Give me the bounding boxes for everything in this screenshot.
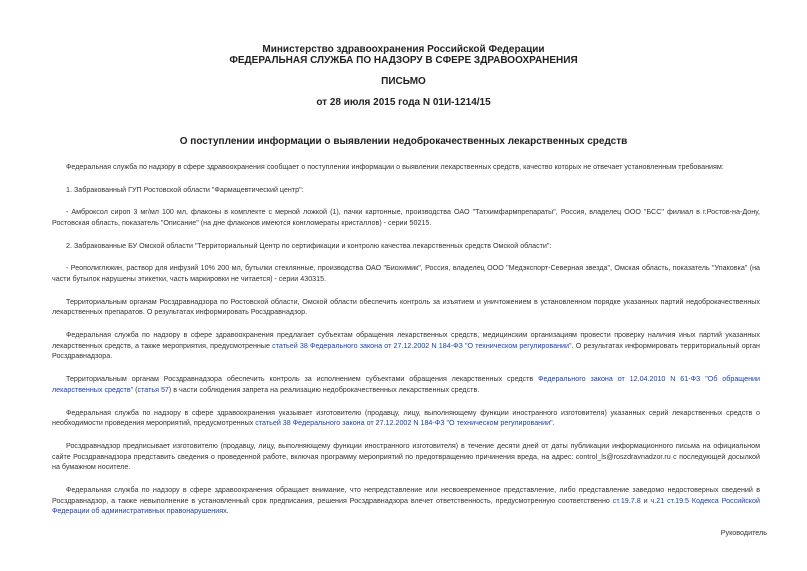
manufacturer-text-end: . — [552, 419, 555, 427]
item1-detail: - Амброксол сироп 3 мг/мл 100 мл, флаконы в комплекте с мерной ложкой (1), пачки картонные, производства ОАО "Татхимфармпрепараты", Россия, владелец ООО "БСС" филиал в г.Ростов-на-Дону, Ростовская область, показатель "Описание" (на дне флаконов имеются конгломераты кристаллов) - серии 50215. — [52, 208, 760, 227]
item1-heading: 1. Забракованный ГУП Ростовской области "Фармацевтический центр": — [66, 185, 304, 194]
document-title: О поступлении информации о выявлении недоброкачественных лекарственных средств — [179, 136, 628, 147]
item2-heading: 2. Забракованные БУ Омской области "Территориальный Центр по сертификации и контролю качества лекарственных средств Омской области": — [66, 241, 552, 250]
control-text-start: Территориальным органам Росздравнадзора обеспечить контроль за исполнением субъектами обращения лекарственных средств — [66, 375, 539, 383]
subjects-check-paragraph — [52, 330, 760, 362]
service-name: ФЕДЕРАЛЬНАЯ СЛУЖБА ПО НАДЗОРУ В СФЕРЕ ЗДРАВООХРАНЕНИЯ — [229, 55, 578, 66]
article-19-7-8-link[interactable]: ст.19.7.8 — [612, 496, 641, 505]
subjects-text-end: . О результатах информировать территориальный орган Росздравнадзора. — [52, 341, 760, 360]
liability-text-end: . — [226, 507, 229, 515]
subjects-text-start: Федеральная служба по надзору в сфере здравоохранения предлагает субъектам обращения лекарственных средств, медицинским организациям провести проверку наличия иных партий указанных лекарственных средств, а также мероприятия, предусмотренные — [52, 331, 760, 350]
intro-paragraph: Федеральная служба по надзору в сфере здравоохранения сообщает о поступлении информации о выявлении лекарственных средств, качество которых не отвечает установленным требованиям: — [66, 163, 724, 171]
territorial-control-paragraph: Территориальным органам Росздравнадзора по Ростовской области, Омской области обеспечить контроль за изъятием и уничтожением в установленном порядке указанных партий недоброкачественных лекарственных препаратов. О результатах информировать Росздравнадзор. — [52, 297, 760, 316]
document-body — [52, 162, 760, 529]
law-184-article-38-link[interactable]: статьей 38 Федерального закона от 27.12.2002 N 184-ФЗ "О техническом регулировании" — [272, 341, 572, 350]
control-text-mid: ( — [133, 385, 138, 394]
signature-title: Руководитель — [720, 528, 767, 537]
item2-detail: - Реополиглюкин, раствор для инфузий 10% 200 мл, бутылки стеклянные, производства ОАО "Биохимик", Россия, владелец ООО "Медэкспорт-Северная звезда", Омская область, показатель "Упаковка" (на части бутылок нарушены этикетки, часть маркировки не читается) - серии 430315. — [52, 264, 760, 283]
manufacturer-text-start: Федеральная служба по надзору в сфере здравоохранения указывает изготовителю (продавцу, лицу, выполняющему функции иностранного изготовителя) указанных серий лекарственных средств о необходимости проведения мероприятий, предусмотренных — [52, 408, 760, 427]
liability-text-mid: и — [640, 496, 651, 505]
article-57-link[interactable]: статья 57 — [137, 385, 169, 394]
koap-19-5-link[interactable]: ч.21 ст.19.5 Кодекса Российской Федерации об административных правонарушениях — [52, 496, 760, 515]
manufacturer-notice-paragraph — [52, 408, 760, 429]
control-execution-paragraph — [52, 374, 760, 395]
control-text-end: ) в части соблюдения запрета на реализацию недоброкачественных лекарственных средств. — [168, 385, 480, 394]
document-type: ПИСЬМО — [381, 76, 426, 87]
ministry-name: Министерство здравоохранения Российской Федерации — [262, 44, 545, 55]
law-184-article-38-link-2[interactable]: статьей 38 Федерального закона от 27.12.2002 N 184-ФЗ "О техническом регулировании" — [255, 419, 553, 427]
document-date-number: от 28 июля 2015 года N 01И-1214/15 — [316, 97, 491, 108]
liability-text-start: Федеральная служба по надзору в сфере здравоохранения обращает внимание, что непредставление или несвоевременное представление, либо представление заведомо недостоверных сведений в Росздравнадзор, а также невыполнение в установленный срок предписания, решения Росздравнадзора влечет ответственность, предусмотренную соответственно — [52, 486, 760, 505]
law-61-link[interactable]: Федерального закона от 12.04.2010 N 61-ФЗ "Об обращении лекарственных средств" — [52, 375, 760, 394]
order-paragraph: Росздравнадзор предписывает изготовителю (продавцу, лицу, выполняющему функции иностранного изготовителя) в течение десяти дней от даты публикации информационного письма на официальном сайте Росздравнадзора представить сведения о проведенной работе, включая программу мероприятий по предотвращению причинения вреда, на адрес: control_ls@roszdravnadzor.ru с последующей досылкой на бумажном носителе. — [52, 442, 760, 471]
document-header — [0, 44, 807, 108]
liability-paragraph — [52, 485, 760, 517]
